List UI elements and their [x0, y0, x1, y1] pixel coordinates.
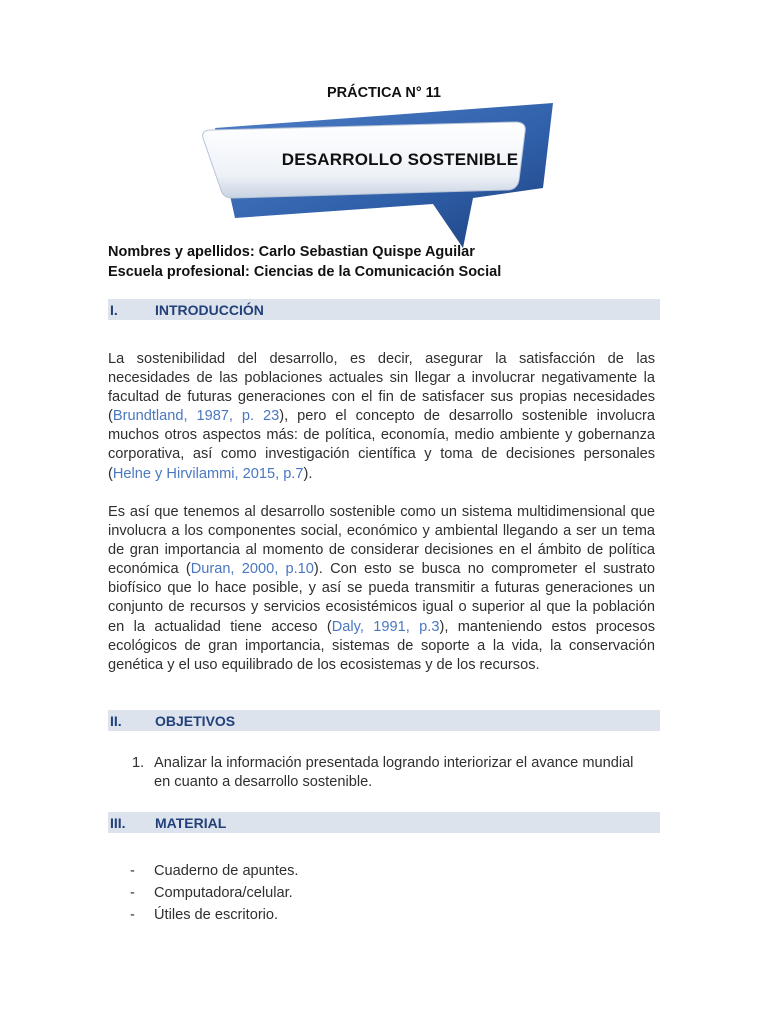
objective-text-continued: en cuanto a desarrollo sostenible. — [154, 774, 373, 791]
paragraph-text: La sostenibilidad del desarrollo, es decir, asegurar la satisfacción de las necesidades de las poblaciones actuales sin llegar a involucrar negativamente la facultad de futuras generaciones con el fin de satisfacer sus propias necesidades ( — [108, 351, 655, 425]
citation-link[interactable]: Duran, 2000, p.10 — [190, 561, 314, 578]
section-header-material — [108, 812, 660, 833]
paragraph-text: Es así que tenemos al desarrollo sostenible como un sistema multidimensional que involucra a los componentes social, económico y ambiental llegando a ser un tema de gran importancia al momento de considerar decisiones en el ámbito de política económica ( — [108, 504, 655, 578]
practice-number: PRÁCTICA N° 11 — [326, 85, 442, 101]
student-name: Nombres y apellidos: Carlo Sebastian Quispe Aguilar — [108, 244, 475, 260]
paragraph-text: ). Con esto se busca no comprometer el sustrato biofísico que lo hace posible, y así se pueda transmitir a futuras generaciones un conjunto de recursos y servicios ecosistémicos igual o superior al que la población en la actualidad tiene acceso ( — [108, 561, 655, 635]
section-title: OBJETIVOS — [155, 713, 236, 729]
material-item — [130, 863, 298, 879]
objective-text: Analizar la información presentada logrando interiorizar el avance mundial — [154, 755, 634, 771]
material-text: Útiles de escritorio. — [154, 907, 279, 923]
material-item — [130, 907, 278, 923]
objective-item — [132, 754, 657, 792]
citation-link[interactable]: Daly, 1991, p.3 — [331, 618, 440, 635]
section-title: INTRODUCCIÓN — [155, 302, 264, 318]
paragraph-text: ), pero el concepto de desarrollo sostenible involucra muchos otros aspectos más: de política, economía, medio ambiente y gobernanza corporativa, así como investigación científica y toma de decisiones personales ( — [108, 408, 655, 482]
section-number: I. — [110, 302, 118, 318]
citation-link[interactable]: Brundtland, 1987, p. 23 — [112, 408, 280, 425]
list-dash: - — [130, 885, 135, 901]
intro-paragraph-2 — [108, 503, 655, 675]
paragraph-text: ). — [303, 465, 313, 482]
professional-school: Escuela profesional: Ciencias de la Comunicación Social — [108, 264, 502, 280]
objective-number: 1. — [132, 755, 145, 771]
intro-paragraph-1 — [108, 350, 655, 484]
material-text: Computadora/celular. — [154, 885, 293, 901]
list-dash: - — [130, 907, 135, 923]
title-banner — [195, 100, 565, 255]
section-header-introduccion — [108, 299, 660, 320]
section-header-objetivos — [108, 710, 660, 731]
section-number: II. — [110, 713, 122, 729]
section-title: MATERIAL — [155, 815, 227, 831]
document-title: DESARROLLO SOSTENIBLE — [281, 150, 519, 169]
section-number: III. — [110, 815, 126, 831]
material-item — [130, 885, 293, 901]
paragraph-text: ), manteniendo estos procesos ecológicos de gran importancia, sistemas de soporte a la vida, la conservación genética y el uso equilibrado de los ecosistemas y de los recursos. — [108, 618, 656, 673]
list-dash: - — [130, 863, 135, 879]
citation-link[interactable]: Helne y Hirvilammi, 2015, p.7 — [112, 465, 304, 482]
material-text: Cuaderno de apuntes. — [154, 863, 299, 879]
